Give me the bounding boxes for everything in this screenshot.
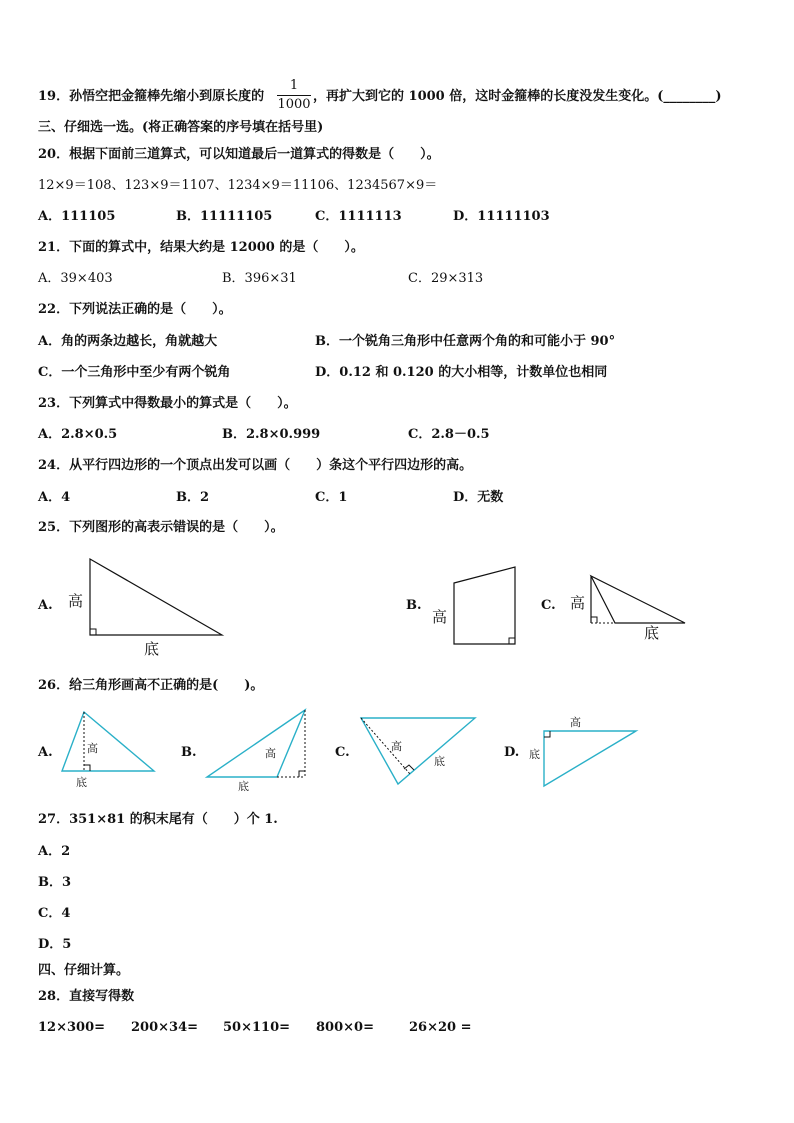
q20-option-b: B．11111105 [176, 209, 273, 224]
q26-label-b: B. [181, 745, 197, 760]
q22-option-b: B．一个锐角三角形中任意两个角的和可能小于 90° [315, 334, 616, 349]
q24-option-d: D．无数 [453, 490, 504, 505]
q22-stem: 22．下列说法正确的是（ ）。 [38, 302, 232, 317]
q20-option-d: D．11111103 [453, 209, 550, 224]
q21-stem: 21．下面的算式中，结果大约是 12000 的是（ ）。 [38, 240, 364, 255]
q25-stem: 25．下列图形的高表示错误的是（ ）。 [38, 520, 284, 535]
q26b-height-label: 高 [265, 747, 276, 760]
q19-text-a: 19．孙悟空把金箍棒先缩小到原长度的 [38, 89, 265, 104]
q25c-height-label: 高 [570, 594, 586, 612]
q19-fraction [277, 78, 311, 113]
q25-figure-c [585, 572, 690, 632]
q25-label-a: A. [38, 598, 53, 613]
q26-stem: 26．给三角形画高不正确的是( )。 [38, 678, 264, 693]
q22-option-c: C．一个三角形中至少有两个锐角 [38, 365, 231, 380]
q20-option-c: C．1111113 [315, 209, 402, 224]
q25-label-b: B. [406, 598, 422, 613]
q26-label-c: C. [335, 745, 350, 760]
q28-item-4: 800×0= [316, 1020, 374, 1035]
fraction-numerator: 1 [289, 78, 299, 93]
q28-item-1: 12×300= [38, 1020, 106, 1035]
q27-option-d: D．5 [38, 937, 72, 952]
q22-option-a: A．角的两条边越长，角就越大 [38, 334, 218, 349]
q23-stem: 23．下列算式中得数最小的算式是（ ）。 [38, 396, 297, 411]
q28-stem: 28．直接写得数 [38, 989, 135, 1004]
q27-option-a: A．2 [38, 844, 71, 859]
q27-option-c: C．4 [38, 906, 71, 921]
q23-option-a: A．2.8×0.5 [38, 427, 118, 442]
q24-option-c: C．1 [315, 490, 348, 505]
q24-option-b: B．2 [176, 490, 210, 505]
q26a-height-label: 高 [87, 742, 98, 755]
q26a-base-label: 底 [76, 776, 87, 789]
q26b-base-label: 底 [238, 780, 249, 793]
q25b-height-label: 高 [432, 608, 448, 626]
q25-figure-b [445, 563, 525, 648]
q25a-height-label: 高 [68, 592, 84, 610]
q25c-base-label: 底 [644, 624, 660, 642]
q23-option-c: C．2.8－0.5 [408, 427, 490, 442]
q28-item-5: 26×20 = [409, 1020, 472, 1035]
q26-figure-b [203, 706, 311, 781]
q26-figure-d [540, 727, 640, 789]
q21-option-b: B．396×31 [222, 271, 297, 286]
q24-option-a: A．4 [38, 490, 71, 505]
q22-option-d: D．0.12 和 0.120 的大小相等，计数单位也相同 [315, 365, 608, 380]
q21-option-c: C．29×313 [408, 271, 484, 286]
q26-figure-c [358, 714, 480, 789]
q20-option-a: A．111105 [38, 209, 116, 224]
q20-expression: 12×9＝108、123×9＝1107、1234×9＝11106、1234567×9＝ [38, 178, 438, 193]
q23-option-b: B．2.8×0.999 [222, 427, 321, 442]
q26d-base-label: 底 [529, 748, 540, 761]
q21-option-a: A．39×403 [38, 271, 113, 286]
q24-stem: 24．从平行四边形的一个顶点出发可以画（ ）条这个平行四边形的高。 [38, 458, 473, 473]
q26-label-d: D. [504, 745, 520, 760]
q27-option-b: B．3 [38, 875, 72, 890]
q26c-base-label: 底 [434, 755, 445, 768]
q25-label-c: C. [541, 598, 556, 613]
q20-stem: 20．根据下面前三道算式，可以知道最后一道算式的得数是（ ）。 [38, 147, 440, 162]
q26d-height-label: 高 [570, 716, 581, 729]
q28-item-2: 200×34= [131, 1020, 199, 1035]
q26-figure-a [58, 708, 158, 778]
section4-heading: 四、仔细计算。 [38, 963, 130, 978]
q28-item-3: 50×110= [223, 1020, 291, 1035]
fraction-denominator: 1000 [277, 97, 311, 112]
q26-label-a: A. [38, 745, 53, 760]
q25a-base-label: 底 [144, 640, 160, 658]
q27-stem: 27．351×81 的积末尾有（ ）个 1. [38, 812, 278, 827]
q19-text-b: ，再扩大到它的 1000 倍，这时金箍棒的长度没发生变化。(________) [313, 89, 722, 104]
section3-heading: 三、仔细选一选。(将正确答案的序号填在括号里) [38, 120, 324, 135]
q26c-height-label: 高 [391, 740, 402, 753]
